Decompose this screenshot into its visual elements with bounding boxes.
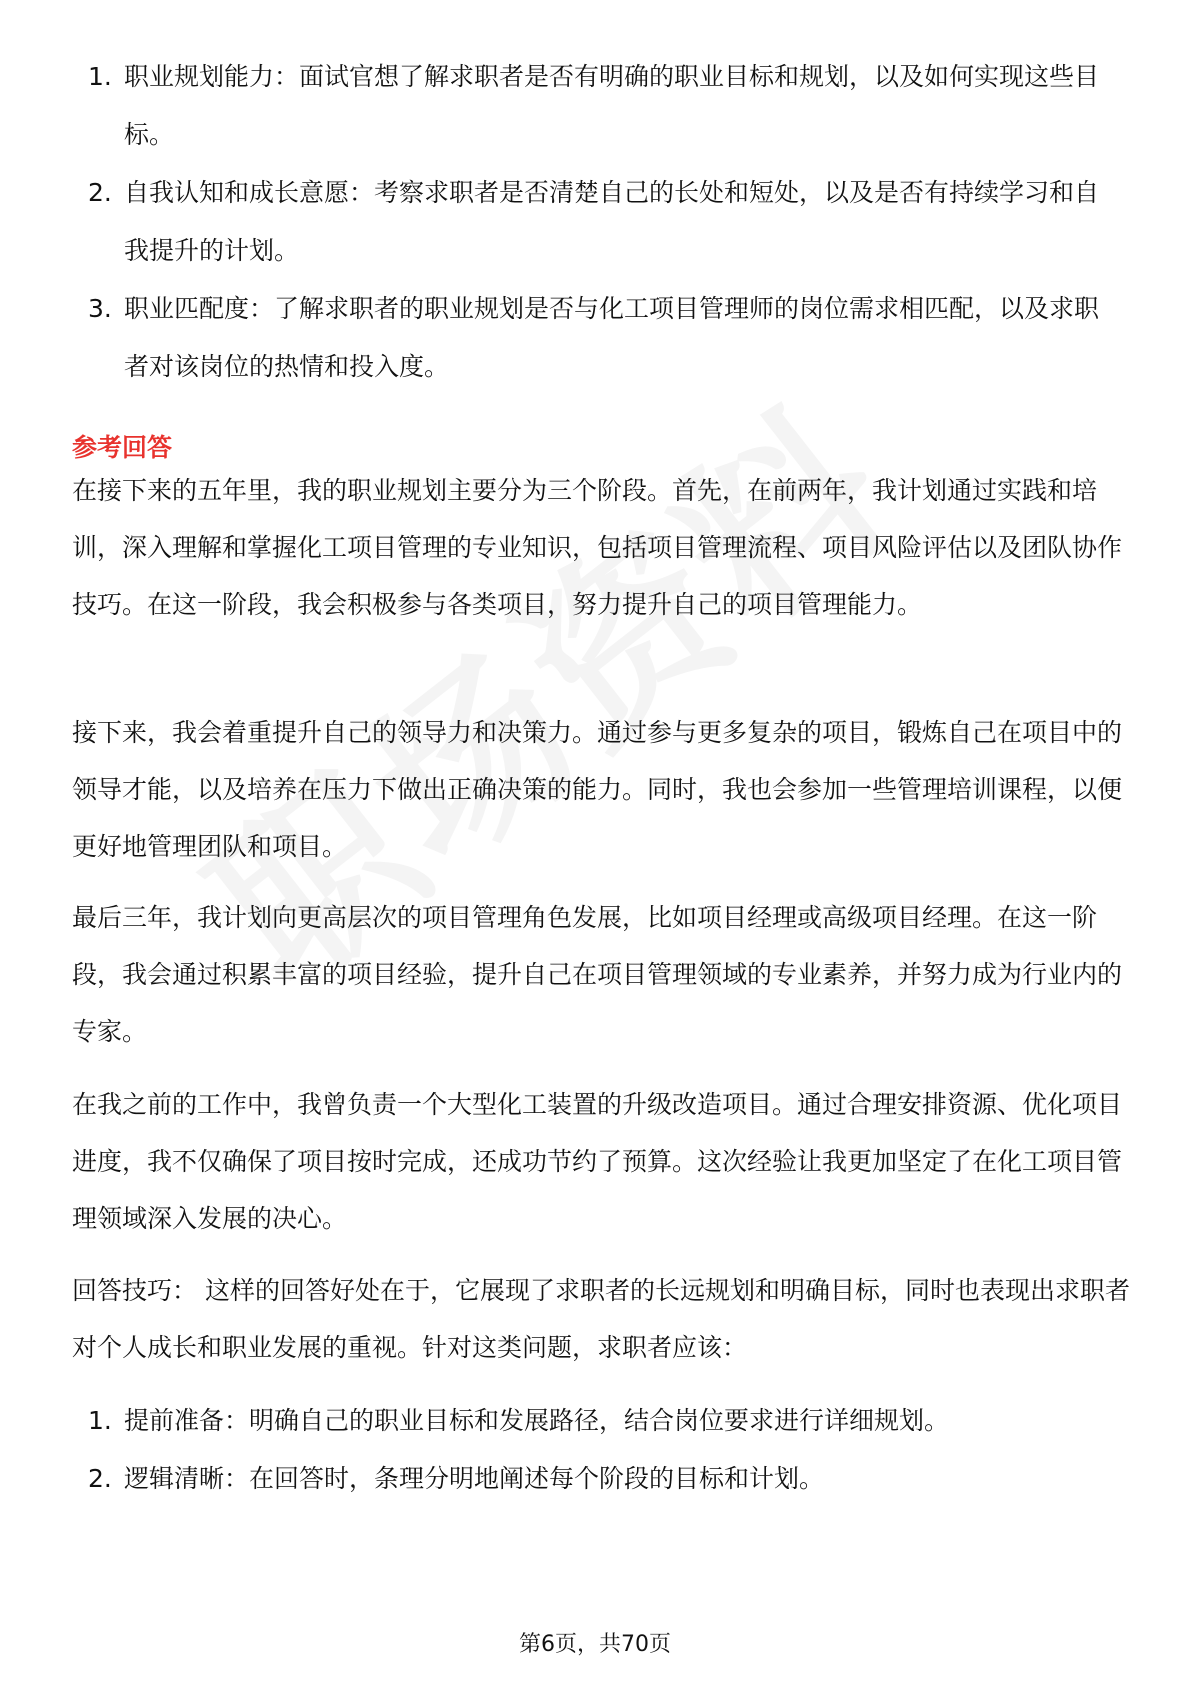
list-number: 1.: [88, 1406, 112, 1435]
list-item: [72, 1392, 1122, 1450]
page-number: 第6页，共70页: [519, 1632, 671, 1657]
answer-paragraph: 在接下来的五年里，我的职业规划主要分为三个阶段。首先，在前两年，我计划通过实践和培训，深入理解和掌握化工项目管理的专业知识，包括项目管理流程、项目风险评估以及团队协作技巧。在这一阶段，我会积极参与各类项目，努力提升自己的项目管理能力。: [72, 476, 1123, 619]
list-number: 3.: [88, 294, 112, 323]
answer-paragraph: 在我之前的工作中，我曾负责一个大型化工装置的升级改造项目。通过合理安排资源、优化项目进度，我不仅确保了项目按时完成，还成功节约了预算。这次经验让我更加坚定了在化工项目管理领域深入发展的决心。: [72, 1090, 1123, 1233]
list-item: [72, 164, 1122, 280]
list-number: 2.: [88, 178, 112, 207]
list-number: 1.: [88, 62, 112, 91]
tips-list: [72, 1392, 1122, 1508]
list-number: 2.: [88, 1464, 112, 1493]
list-item: [72, 280, 1122, 396]
list-text: 逻辑清晰：在回答时，条理分明地阐述每个阶段的目标和计划。: [124, 1464, 825, 1493]
answer-paragraph: 最后三年，我计划向更高层次的项目管理角色发展，比如项目经理或高级项目经理。在这一阶段，我会通过积累丰富的项目经验，提升自己在项目管理领域的专业素养，并努力成为行业内的专家。: [72, 903, 1123, 1046]
list-item: [72, 48, 1122, 164]
list-text: 自我认知和成长意愿：考察求职者是否清楚自己的长处和短处，以及是否有持续学习和自我提升的计划。: [124, 178, 1100, 265]
list-text: 职业规划能力：面试官想了解求职者是否有明确的职业目标和规划，以及如何实现这些目标。: [124, 62, 1100, 149]
list-text: 职业匹配度：了解求职者的职业规划是否与化工项目管理师的岗位需求相匹配，以及求职者对该岗位的热情和投入度。: [124, 294, 1100, 381]
criteria-list: [72, 48, 1122, 396]
list-text: 提前准备：明确自己的职业目标和发展路径，结合岗位要求进行详细规划。: [124, 1406, 950, 1435]
answer-paragraph: 接下来，我会着重提升自己的领导力和决策力。通过参与更多复杂的项目，锻炼自己在项目中的领导才能，以及培养在压力下做出正确决策的能力。同时，我也会参加一些管理培训课程，以便更好地管理团队和项目。: [72, 718, 1123, 861]
list-item: [72, 1450, 1122, 1508]
reference-answer-heading: 参考回答: [72, 433, 173, 462]
answer-tips-paragraph: 回答技巧： 这样的回答好处在于，它展现了求职者的长远规划和明确目标，同时也表现出求职者对个人成长和职业发展的重视。针对这类问题，求职者应该：: [72, 1276, 1130, 1362]
